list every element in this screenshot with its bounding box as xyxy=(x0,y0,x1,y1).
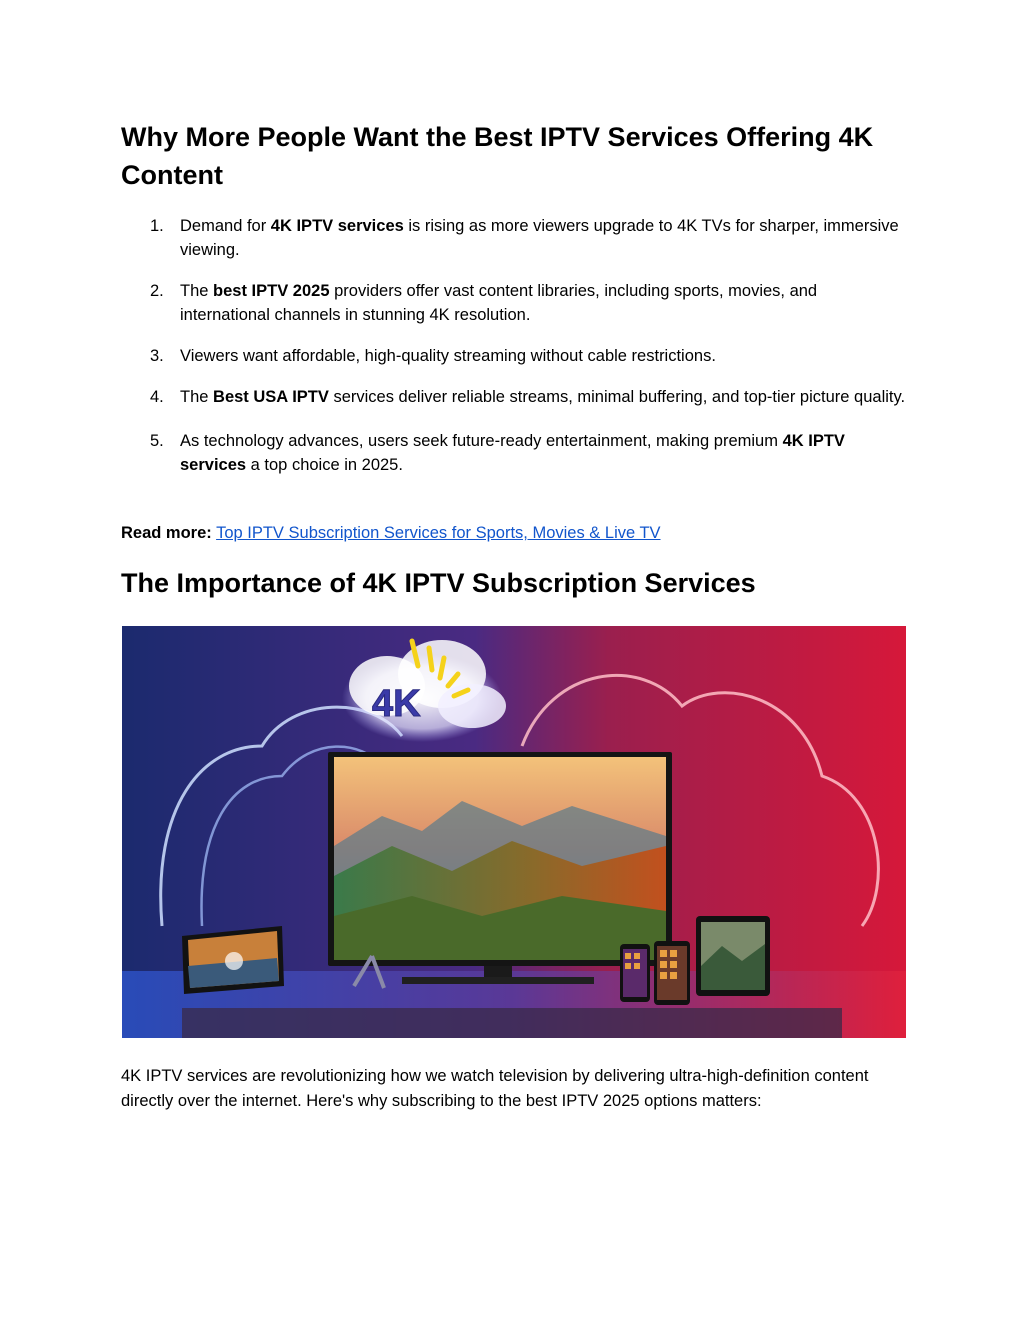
list-item xyxy=(121,214,911,262)
list-item xyxy=(121,385,911,409)
section-heading-why-4k: Why More People Want the Best IPTV Services Offering 4K Content xyxy=(121,122,874,190)
item-text: providers offer vast content libraries, including sports, movies, and international channels in stunning 4K resolution. xyxy=(180,282,818,324)
read-more-label: Read more: xyxy=(121,524,212,542)
read-more-link[interactable]: Top IPTV Subscription Services for Sports, Movies & Live TV xyxy=(216,524,661,542)
list-item xyxy=(121,429,911,477)
list-number: 4. xyxy=(150,388,164,406)
list-item xyxy=(121,344,911,368)
item-bold-text: 4K IPTV services xyxy=(270,217,404,235)
list-number: 5. xyxy=(150,432,164,450)
phone-devices xyxy=(620,941,690,1005)
item-text: As technology advances, users seek future-ready entertainment, making premium xyxy=(180,432,783,450)
item-text: The xyxy=(180,282,214,300)
rug xyxy=(182,1008,842,1038)
item-text: The xyxy=(180,388,214,406)
item-text: a top choice in 2025. xyxy=(246,456,403,474)
list-number: 1. xyxy=(150,217,164,235)
item-text: Viewers want affordable, high-quality streaming without cable restrictions. xyxy=(180,347,716,365)
list-number: 3. xyxy=(150,347,164,365)
item-text: services deliver reliable streams, minimal buffering, and top-tier picture quality. xyxy=(328,388,906,406)
intro-paragraph: 4K IPTV services are revolutionizing how we watch television by delivering ultra-high-definition content directly over the internet. Here's why subscribing to the best IPTV 2025 options matters: xyxy=(121,1067,869,1110)
item-text: Demand for xyxy=(180,217,271,235)
badge-4k-text: 4K xyxy=(372,683,421,725)
reasons-list xyxy=(121,214,911,494)
item-bold-text: 4K IPTV services xyxy=(180,432,845,474)
list-number: 2. xyxy=(150,282,164,300)
read-more-line xyxy=(121,521,921,545)
hero-image-4k-devices xyxy=(122,626,906,1038)
item-bold-text: best IPTV 2025 xyxy=(213,282,330,300)
item-bold-text: Best USA IPTV xyxy=(213,388,329,406)
section-heading-importance: The Importance of 4K IPTV Subscription Services xyxy=(121,568,756,598)
list-item xyxy=(121,279,911,327)
right-tablet xyxy=(696,916,770,996)
item-text: is rising as more viewers upgrade to 4K TVs for sharper, immersive viewing. xyxy=(180,217,899,259)
